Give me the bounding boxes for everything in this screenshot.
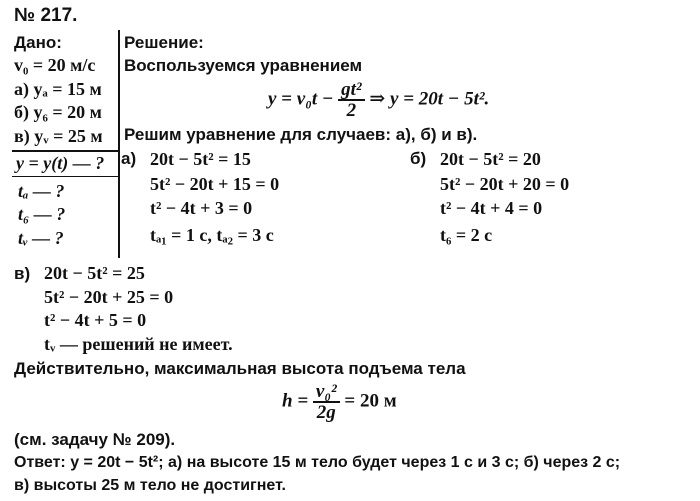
case-a-label: а) bbox=[121, 149, 137, 168]
case-c-label: в) bbox=[14, 264, 31, 283]
reference: (см. задачу № 209). bbox=[14, 430, 176, 449]
equation-fraction bbox=[338, 80, 364, 120]
solution-intro: Воспользуемся уравнением bbox=[124, 56, 363, 75]
case-c-line: 5t² − 20t + 25 = 0 bbox=[44, 287, 174, 307]
find-line: tₐ — ? bbox=[18, 181, 65, 201]
answer-line-1: Ответ: y = 20t − 5t²; а) на высоте 15 м тело будет через 1 с и 3 с; б) через 2 с; bbox=[14, 454, 621, 471]
case-b-line: 20t − 5t² = 20 bbox=[440, 149, 541, 169]
h-right: = 20 м bbox=[344, 390, 397, 412]
answer-line-2: в) высоты 25 м тело не достигнет. bbox=[14, 477, 286, 494]
find-header: y = y(t) — ? bbox=[16, 153, 105, 173]
case-a-line: 20t − 5t² = 15 bbox=[150, 149, 251, 169]
equation-right: ⇒ y = 20t − 5t². bbox=[369, 88, 490, 110]
case-b-line: t² − 4t + 4 = 0 bbox=[440, 198, 543, 218]
max-height-formula bbox=[282, 382, 397, 422]
problem-number: № 217. bbox=[14, 5, 78, 26]
given-line: в) yᵥ = 25 м bbox=[14, 126, 103, 146]
case-c-line: 20t − 5t² = 25 bbox=[44, 263, 145, 283]
solution-header: Решение: bbox=[124, 33, 204, 52]
case-a-line: tₐ₁ = 1 с, tₐ₂ = 3 с bbox=[150, 225, 274, 245]
case-b-line: t₆ = 2 с bbox=[440, 225, 493, 245]
given-separator bbox=[118, 30, 120, 258]
motion-equation bbox=[268, 80, 489, 120]
max-height-text: Действительно, максимальная высота подъема тела bbox=[14, 359, 466, 378]
h-fraction bbox=[313, 382, 340, 422]
h-left: h = bbox=[282, 390, 309, 412]
equation-fraction-denominator: 2 bbox=[346, 100, 357, 121]
given-header: Дано: bbox=[14, 33, 62, 52]
case-a-line: 5t² − 20t + 15 = 0 bbox=[150, 174, 280, 194]
find-line: t₆ — ? bbox=[18, 204, 66, 224]
case-a-line: t² − 4t + 3 = 0 bbox=[150, 198, 253, 218]
cases-intro: Решим уравнение для случаев: а), б) и в). bbox=[124, 125, 478, 144]
case-c-line: tᵥ — решений не имеет. bbox=[44, 334, 233, 354]
h-fraction-numerator: v₀² bbox=[313, 382, 340, 403]
given-divider bbox=[12, 150, 118, 152]
case-b-line: 5t² − 20t + 20 = 0 bbox=[440, 174, 570, 194]
case-c-line: t² − 4t + 5 = 0 bbox=[44, 310, 147, 330]
given-line: а) yₐ = 15 м bbox=[14, 79, 102, 99]
find-line: tᵥ — ? bbox=[18, 228, 64, 248]
h-fraction-denominator: 2g bbox=[316, 402, 336, 423]
given-line: б) y₆ = 20 м bbox=[14, 102, 102, 122]
equation-left: y = v₀t − bbox=[268, 88, 334, 110]
equation-fraction-numerator: gt² bbox=[338, 80, 364, 101]
given-line: v₀ = 20 м/с bbox=[14, 55, 96, 75]
find-divider bbox=[12, 176, 118, 177]
case-b-label: б) bbox=[410, 149, 427, 168]
